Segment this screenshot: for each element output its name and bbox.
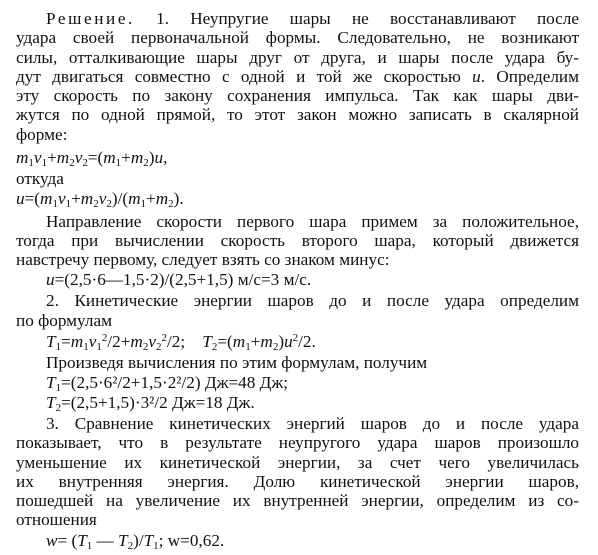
text-line: дут двигаться совместно с одной и той же скоростью u. Определим — [16, 66, 579, 86]
solution-heading: Решение. — [46, 9, 135, 28]
text-line: 3. Сравнение кинетических энергий шаров до и после удара — [46, 414, 579, 434]
formula-t1-calc: $T_1=(2,5\cdot 6^2/2+1,5\cdot 2^2/2)$ Дж=48 Дж; — [46, 372, 288, 394]
text-line: их внутренняя энергия. Долю кинетической энергии шаров, — [16, 471, 579, 491]
text-line: тогда при вычислении скорость второго шара, который движется — [16, 230, 579, 250]
formula-velocity: $u=(m_1v_1+m_2v_2)/(m_1+m_2)$. — [16, 188, 184, 210]
text-line: показывает, что в результате неупругого удара шаров произошло — [16, 433, 579, 453]
formula-energies: $T_1=m_1v_1^2/2+m_2v_2^2/2$; $T_2=(m_1+m_2)u^2/2$. — [46, 331, 316, 353]
text-line: по формулам — [16, 310, 112, 330]
formula-fraction: $w= (T_1$ — $T_2)/T_1$; w=0,62. — [46, 530, 225, 552]
formula-t2-calc: $T_2=(2,5+1,5)\cdot 3^2/2$ Дж=18 Дж. — [46, 393, 255, 414]
text-line: форме: — [16, 124, 68, 144]
text-line: силы, отталкивающие шары друг от друга, и шары после удара бу- — [16, 47, 579, 67]
text-line: жутся по одной прямой, то этот закон можно записать в скалярной — [16, 105, 579, 125]
formula-velocity-calc: u=(2,5·6—1,5·2)/(2,5+1,5) м/с=3 м/с. — [46, 270, 312, 290]
text-line: откуда — [16, 168, 64, 188]
text-line: 2. Кинетические энергии шаров до и после удара определим — [46, 291, 579, 311]
text-line: навстречу первому, следует взять со знаком минус: — [16, 250, 390, 269]
text-line: уменьшение их кинетической энергии, за счет чего увеличилась — [16, 452, 579, 472]
formula-momentum: $m_1v_1+m_2v_2=(m_1+m_2)u$, — [16, 148, 168, 170]
text-line: Направление скорости первого шара примем за положительное, — [46, 211, 579, 231]
text-line: пошедшей на увеличение их внутренней энергии, определим из со- — [16, 491, 579, 511]
text-line: удара своей первоначальной формы. Следовательно, не возникают — [16, 28, 579, 48]
text-line: эту скорость по закону сохранения импульса. Так как шары дви- — [16, 86, 579, 105]
text-line: Произведя вычисления по этим формулам, получим — [46, 352, 428, 372]
text-line: Решение. 1. Неупругие шары не восстанавливают после — [46, 9, 580, 28]
text-line: отношения — [16, 510, 97, 530]
